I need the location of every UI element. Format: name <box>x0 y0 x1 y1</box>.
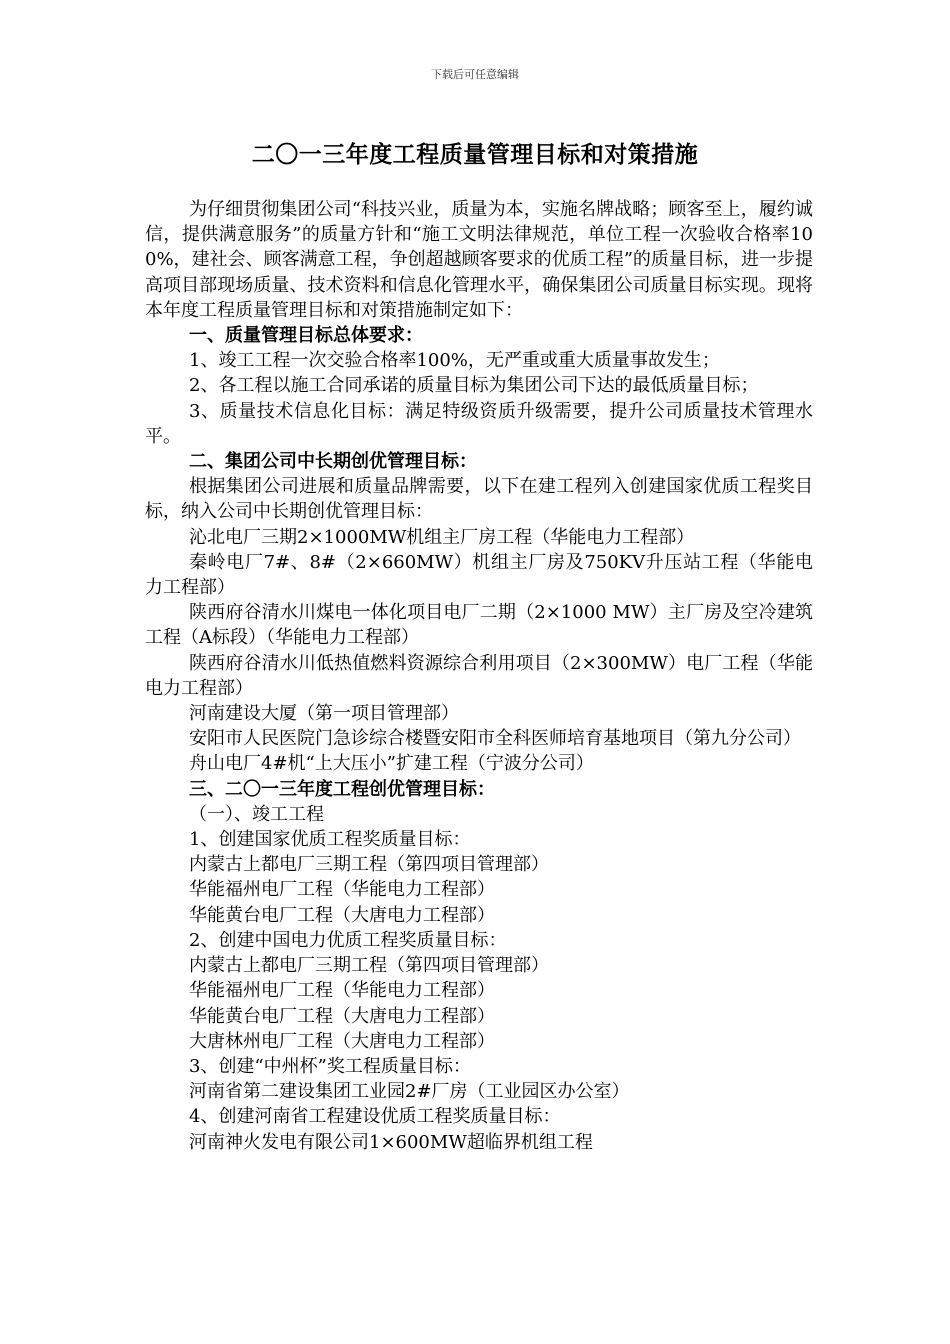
document-body <box>145 197 813 1155</box>
body-paragraph: 沁北电厂三期2×1000MW机组主厂房工程（华能电力工程部） <box>189 526 695 548</box>
body-paragraph: 秦岭电厂7#、8#（2×660MW）机组主厂房及750KV升压站工程（华能电力工程部） <box>145 551 813 599</box>
body-paragraph: 2、各工程以施工合同承诺的质量目标为集团公司下达的最低质量目标； <box>189 375 759 397</box>
body-paragraph: 4、创建河南省工程建设优质工程奖质量目标： <box>189 1106 561 1128</box>
body-paragraph: 华能福州电厂工程（华能电力工程部） <box>189 879 495 901</box>
body-paragraph: 为仔细贯彻集团公司“科技兴业，质量为本，实施名牌战略；顾客至上，履约诚信，提供满意服务”的质量方针和“施工文明法律规范，单位工程一次验收合格率100%，建社会、顾客满意工程，争创超越顾客要求的优质工程”的质量目标，进一步提高项目部现场质量、技术资料和信息化管理水平，确保集团公司质量目标实现。现将本年度工程质量管理目标和对策措施制定如下： <box>145 199 813 321</box>
body-paragraph: 2、创建中国电力优质工程奖质量目标： <box>189 929 507 951</box>
body-paragraph: 大唐林州电厂工程（大唐电力工程部） <box>189 1030 495 1052</box>
body-paragraph: 河南神火发电有限公司1×600MW超临界机组工程 <box>189 1131 593 1153</box>
body-paragraph: 内蒙古上都电厂三期工程（第四项目管理部） <box>189 854 549 876</box>
document-title: 二〇一三年度工程质量管理目标和对策措施 <box>251 141 699 168</box>
body-paragraph: 华能黄台电厂工程（大唐电力工程部） <box>189 1005 495 1027</box>
body-paragraph: （一）、竣工工程 <box>189 803 324 825</box>
body-paragraph: 华能黄台电厂工程（大唐电力工程部） <box>189 904 495 926</box>
body-paragraph: 1、创建国家优质工程奖质量目标： <box>189 829 471 851</box>
page-header-note: 下载后可任意编辑 <box>431 68 519 81</box>
body-paragraph: 陕西府谷清水川煤电一体化项目电厂二期（2×1000 MW）主厂房及空冷建筑工程（A标段）（华能电力工程部） <box>145 602 813 649</box>
body-paragraph: 安阳市人民医院门急诊综合楼暨安阳市全科医师培育基地项目（第九分公司） <box>189 728 801 750</box>
body-paragraph: 3、创建“中州杯”奖工程质量目标： <box>189 1055 471 1077</box>
body-paragraph: 河南建设大厦（第一项目管理部） <box>189 703 459 725</box>
body-paragraph: 根据集团公司进展和质量品牌需要，以下在建工程列入创建国家优质工程奖目标，纳入公司中长期创优管理目标： <box>145 476 813 523</box>
section-heading: 三、二〇一三年度工程创优管理目标： <box>189 778 495 800</box>
body-paragraph: 华能福州电厂工程（华能电力工程部） <box>189 980 495 1002</box>
section-heading: 一、质量管理目标总体要求： <box>189 325 423 347</box>
body-paragraph: 内蒙古上都电厂三期工程（第四项目管理部） <box>189 955 549 977</box>
body-paragraph: 1、竣工工程一次交验合格率100%，无严重或重大质量事故发生； <box>189 350 720 372</box>
body-paragraph: 陕西府谷清水川低热值燃料资源综合利用项目（2×300MW）电厂工程（华能电力工程部） <box>145 652 813 699</box>
section-heading: 二、集团公司中长期创优管理目标： <box>189 451 477 473</box>
body-paragraph: 3、质量技术信息化目标：满足特级资质升级需要，提升公司质量技术管理水平。 <box>145 400 813 447</box>
body-paragraph: 河南省第二建设集团工业园2#厂房（工业园区办公室） <box>189 1081 630 1103</box>
body-paragraph: 舟山电厂4#机“上大压小”扩建工程（宁波分公司） <box>189 753 594 775</box>
